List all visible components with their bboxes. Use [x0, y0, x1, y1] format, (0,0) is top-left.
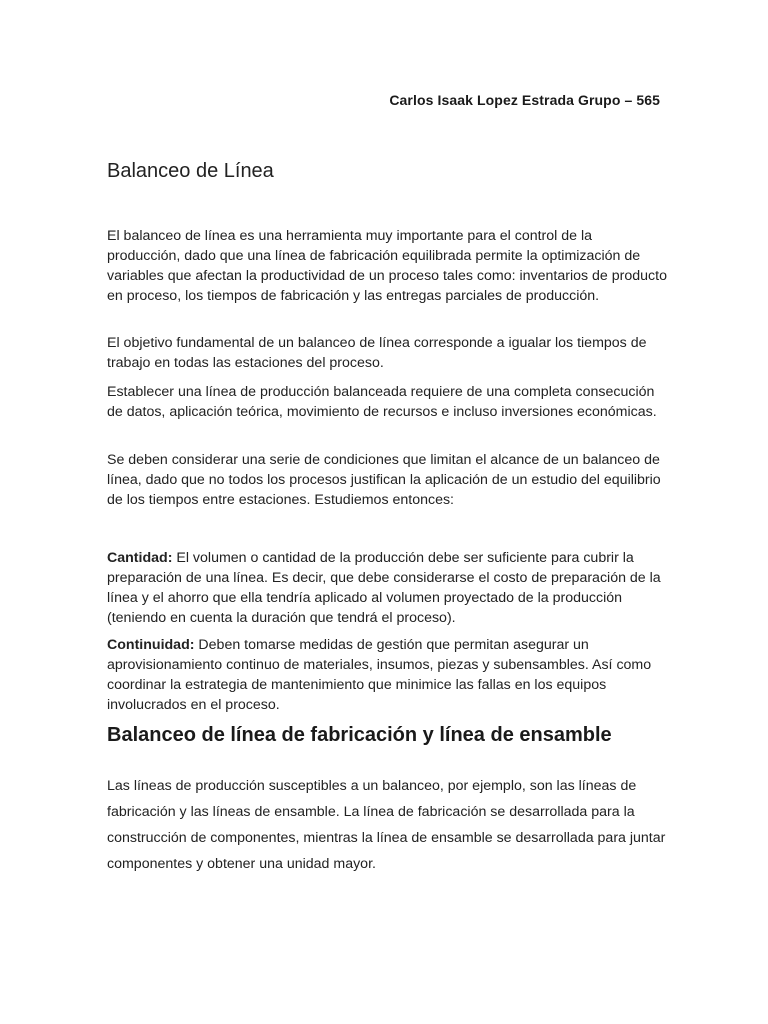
condition-continuidad: [107, 635, 667, 715]
condition-text: Deben tomarse medidas de gestión que permitan asegurar un aprovisionamiento continuo de materiales, insumos, piezas y subensambles. Así como coordinar la estrategia de mantenimiento que minimice las fallas en los equipos involucrados en el proceso.: [107, 637, 652, 713]
author-group-line: Carlos Isaak Lopez Estrada Grupo – 565: [389, 92, 660, 108]
paragraph-lineas: Las líneas de producción susceptibles a un balanceo, por ejemplo, son las líneas de fabricación y las líneas de ensamble. La línea de fabricación se desarrollada para la construcción de componentes, mientras la línea de ensamble se desarrollada para juntar componentes y obtener una unidad mayor.: [107, 778, 666, 872]
paragraph-intro: El balanceo de línea es una herramienta muy importante para el control de la producción, dado que una línea de fabricación equilibrada permite la optimización de variables que afectan la productividad de un proceso tales como: inventarios de producto en proceso, los tiempos de fabricación y las entregas parciales de producción.: [107, 228, 667, 304]
paragraph-establecer: Establecer una línea de producción balanceada requiere de una completa consecución de datos, aplicación teórica, movimiento de recursos e incluso inversiones económicas.: [107, 384, 657, 420]
section-title-balanceo: Balanceo de Línea: [107, 160, 274, 182]
section-title-fabricacion-ensamble: Balanceo de línea de fabricación y línea de ensamble: [107, 724, 612, 746]
condition-text: El volumen o cantidad de la producción debe ser suficiente para cubrir la preparación de una línea. Es decir, que debe considerarse el costo de preparación de la línea y el ahorro que ella tendría aplicado al volumen proyectado de la producción (teniendo en cuenta la duración que tendrá el proceso).: [107, 550, 661, 626]
condition-cantidad: [107, 548, 667, 628]
paragraph-objetivo: El objetivo fundamental de un balanceo de línea corresponde a igualar los tiempos de trabajo en todas las estaciones del proceso.: [107, 335, 647, 371]
paragraph-condiciones: Se deben considerar una serie de condiciones que limitan el alcance de un balanceo de línea, dado que no todos los procesos justifican la aplicación de un estudio del equilibrio de los tiempos entre estaciones. Estudiemos entonces:: [107, 452, 661, 508]
condition-term: Continuidad:: [107, 637, 195, 653]
condition-term: Cantidad:: [107, 550, 173, 566]
